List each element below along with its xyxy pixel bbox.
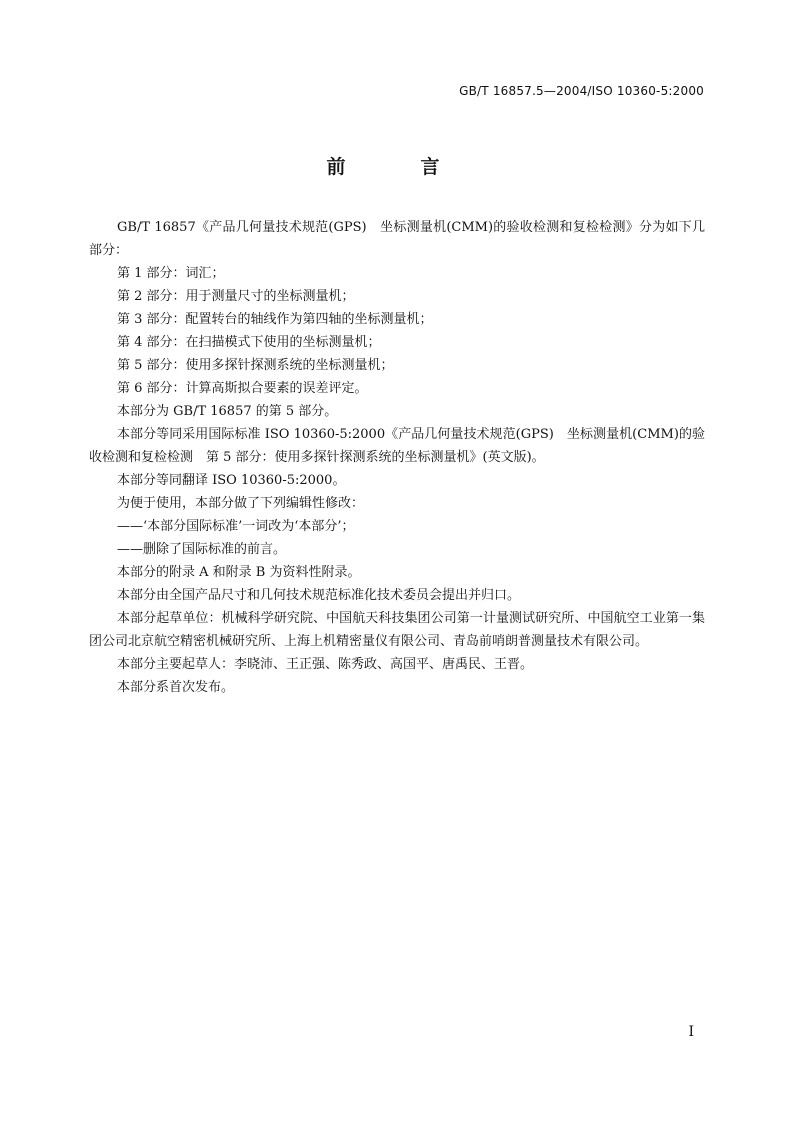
paragraph: 本部分等同翻译 ISO 10360-5:2000。 [117,473,346,488]
paragraph: 本部分系首次发布。 [117,680,235,695]
paragraph: 第 6 部分：计算高斯拟合要素的误差评定。 [117,381,368,396]
paragraph: 本部分主要起草人：李晓沛、王正强、陈秀政、高国平、唐禹民、王晋。 [117,657,534,672]
page-title: 前 言 [326,156,468,178]
paragraph: 第 2 部分：用于测量尺寸的坐标测量机； [117,289,355,304]
page-number: I [688,1024,694,1040]
paragraph: 第 1 部分：词汇； [117,266,225,281]
paragraph: 本部分起草单位：机械科学研究院、中国航天科技集团公司第一计量测试研究所、中国航空工业第一集团公司北京航空精密机械研究所、上海上机精密量仪有限公司、青岛前哨朗普测量技术有限公司。 [89,611,705,649]
paragraph: 第 5 部分：使用多探针探测系统的坐标测量机； [117,358,394,373]
header-standard-code: GB/T 16857.5—2004/ISO 10360-5:2000 [459,84,704,98]
paragraph: ——删除了国际标准的前言。 [117,542,287,557]
paragraph: 第 3 部分：配置转台的轴线作为第四轴的坐标测量机； [117,312,433,327]
paragraph: ——‘本部分国际标准’一词改为‘本部分’； [117,519,355,534]
paragraph: 本部分等同采用国际标准 ISO 10360-5:2000《产品几何量技术规范(GPS) 坐标测量机(CMM)的验收检测和复检检测 第 5 部分：使用多探针探测系统的坐标测量机》(英文版)。 [89,427,705,465]
paragraph: 为便于使用，本部分做了下列编辑性修改： [117,496,365,511]
paragraph: 第 4 部分：在扫描模式下使用的坐标测量机； [117,335,381,350]
document-body [89,216,705,699]
paragraph: GB/T 16857《产品几何量技术规范(GPS) 坐标测量机(CMM)的验收检测和复检检测》分为如下几部分： [89,220,705,258]
paragraph: 本部分为 GB/T 16857 的第 5 部分。 [117,404,338,419]
paragraph: 本部分由全国产品尺寸和几何技术规范标准化技术委员会提出并归口。 [117,588,521,603]
paragraph: 本部分的附录 A 和附录 B 为资料性附录。 [117,565,361,580]
